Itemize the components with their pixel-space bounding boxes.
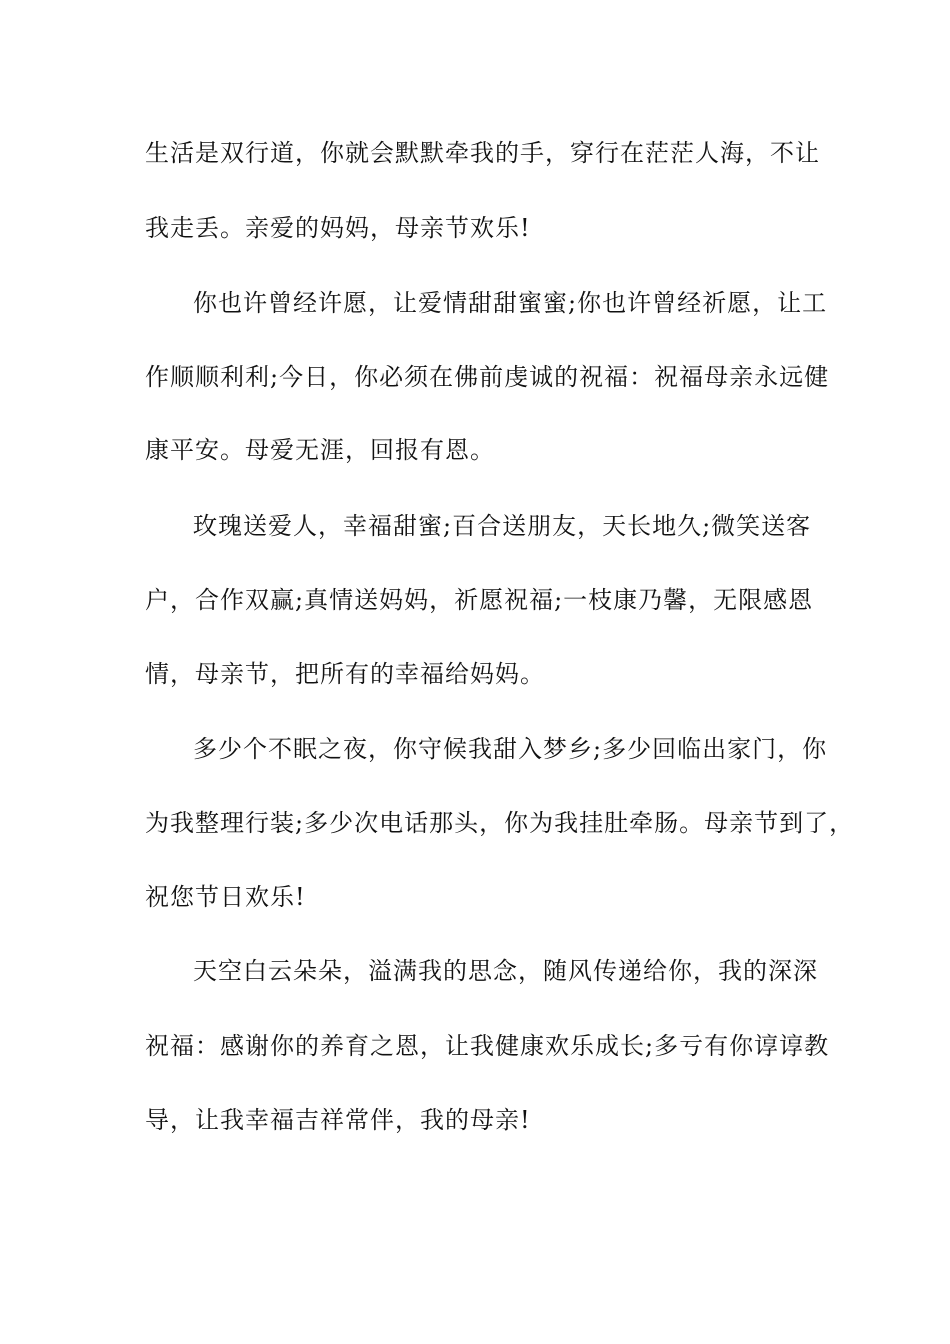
text-line: 祝您节日欢乐!	[145, 883, 306, 911]
text-line: 户，合作双赢;真情送妈妈，祈愿祝福;一枝康乃馨，无限感恩	[145, 586, 814, 614]
text-line: 我走丢。亲爱的妈妈，母亲节欢乐!	[145, 214, 531, 242]
paragraph-start-line: 你也许曾经许愿，让爱情甜甜蜜蜜;你也许曾经祈愿，让工	[193, 289, 828, 317]
text-line: 为我整理行装;多少次电话那头，你为我挂肚牵肠。母亲节到了，	[145, 809, 855, 837]
text-line: 祝福：感谢你的养育之恩，让我健康欢乐成长;多亏有你谆谆教	[145, 1032, 830, 1060]
paragraph-start-line: 多少个不眠之夜，你守候我甜入梦乡;多少回临出家门，你	[193, 735, 828, 763]
paragraph-start-line: 玫瑰送爱人，幸福甜蜜;百合送朋友，天长地久;微笑送客	[193, 512, 812, 540]
text-line: 作顺顺利利;今日，你必须在佛前虔诚的祝福：祝福母亲永远健	[145, 363, 830, 391]
paragraph-start-line: 天空白云朵朵，溢满我的思念，随风传递给你，我的深深	[193, 957, 818, 985]
text-line: 康平安。母爱无涯，回报有恩。	[145, 436, 495, 464]
text-line: 情，母亲节，把所有的幸福给妈妈。	[145, 660, 545, 688]
text-line: 生活是双行道，你就会默默牵我的手，穿行在茫茫人海，不让	[145, 139, 820, 167]
text-line: 导，让我幸福吉祥常伴，我的母亲!	[145, 1106, 531, 1134]
